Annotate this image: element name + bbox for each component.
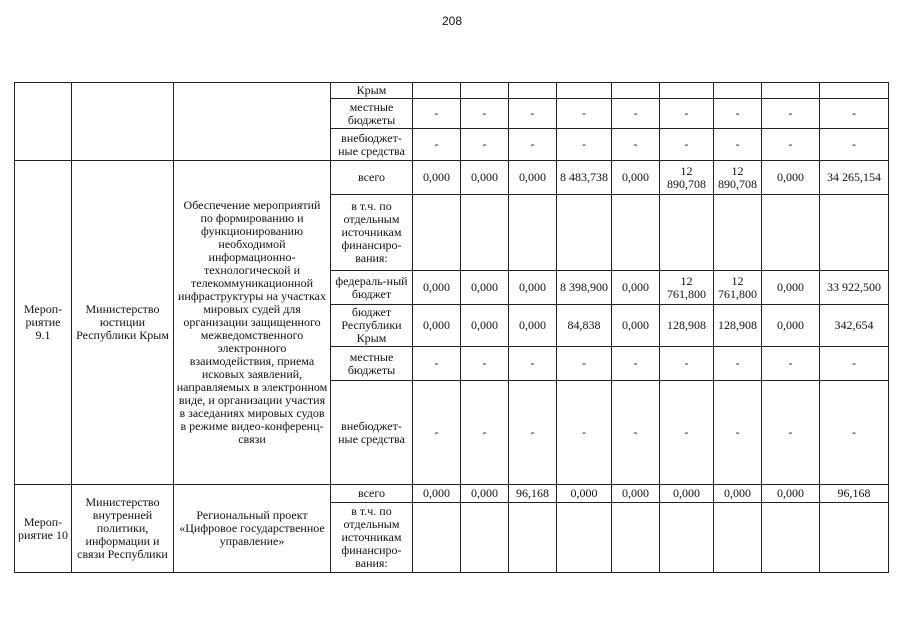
funding-source-cell: федераль-ный бюджет bbox=[331, 271, 413, 305]
amount-cell: - bbox=[660, 381, 714, 485]
amount-cell bbox=[612, 195, 660, 271]
amount-cell: 0,000 bbox=[714, 485, 762, 503]
funding-source-cell: в т.ч. по отдельным источникам финансиро-вания: bbox=[331, 195, 413, 271]
amount-cell bbox=[461, 83, 509, 99]
amount-cell: 0,000 bbox=[461, 161, 509, 195]
amount-cell bbox=[820, 83, 889, 99]
amount-cell: - bbox=[461, 99, 509, 129]
table-row bbox=[15, 161, 889, 195]
amount-cell bbox=[557, 503, 612, 573]
amount-cell: - bbox=[762, 99, 820, 129]
funding-source-cell: внебюджет-ные средства bbox=[331, 381, 413, 485]
amount-cell: - bbox=[660, 347, 714, 381]
amount-cell bbox=[660, 195, 714, 271]
funding-source-cell: местные бюджеты bbox=[331, 99, 413, 129]
amount-cell: - bbox=[820, 381, 889, 485]
amount-cell: 8 483,738 bbox=[557, 161, 612, 195]
amount-cell bbox=[820, 195, 889, 271]
amount-cell bbox=[509, 195, 557, 271]
amount-cell: - bbox=[660, 129, 714, 161]
amount-cell: 0,000 bbox=[413, 485, 461, 503]
amount-cell: - bbox=[714, 347, 762, 381]
amount-cell: - bbox=[714, 129, 762, 161]
amount-cell: - bbox=[557, 99, 612, 129]
amount-cell bbox=[413, 195, 461, 271]
amount-cell: - bbox=[714, 381, 762, 485]
amount-cell: 0,000 bbox=[612, 485, 660, 503]
amount-cell: 0,000 bbox=[461, 305, 509, 347]
executor-cell: Министерство юстиции Республики Крым bbox=[72, 161, 174, 485]
amount-cell: 0,000 bbox=[509, 305, 557, 347]
table-row bbox=[15, 83, 889, 99]
amount-cell bbox=[612, 503, 660, 573]
amount-cell: 0,000 bbox=[413, 305, 461, 347]
amount-cell bbox=[660, 83, 714, 99]
amount-cell bbox=[762, 503, 820, 573]
funding-source-cell: всего bbox=[331, 485, 413, 503]
amount-cell: 342,654 bbox=[820, 305, 889, 347]
amount-cell bbox=[413, 83, 461, 99]
amount-cell: 128,908 bbox=[660, 305, 714, 347]
amount-cell: 0,000 bbox=[612, 271, 660, 305]
funding-source-cell: бюджет Республики Крым bbox=[331, 305, 413, 347]
amount-cell bbox=[461, 195, 509, 271]
amount-cell: - bbox=[714, 99, 762, 129]
amount-cell: 84,838 bbox=[557, 305, 612, 347]
measure-label bbox=[15, 83, 72, 161]
amount-cell: - bbox=[509, 347, 557, 381]
page-number: 208 bbox=[441, 14, 463, 28]
amount-cell: - bbox=[762, 381, 820, 485]
amount-cell bbox=[714, 195, 762, 271]
amount-cell: - bbox=[413, 381, 461, 485]
amount-cell: - bbox=[612, 129, 660, 161]
amount-cell: - bbox=[509, 129, 557, 161]
amount-cell: 0,000 bbox=[762, 161, 820, 195]
description-cell: Обеспечение мероприятий по формированию и функционированию необходимой информационно-технологической и телекоммуникационной инфраструктуры на участках мировых судей для организации защищенного межведомственного электронного взаимодействия, приема исковых заявлений, направляемых в электронном виде, и организации участия в заседаниях мировых судов в режиме видео-конференц-связи bbox=[174, 161, 331, 485]
amount-cell: - bbox=[660, 99, 714, 129]
amount-cell: - bbox=[762, 347, 820, 381]
funding-source-cell: Крым bbox=[331, 83, 413, 99]
amount-cell: - bbox=[820, 99, 889, 129]
amount-cell: - bbox=[413, 347, 461, 381]
amount-cell: 0,000 bbox=[612, 305, 660, 347]
table-body bbox=[15, 83, 889, 573]
amount-cell: - bbox=[820, 347, 889, 381]
amount-cell bbox=[762, 83, 820, 99]
amount-cell: 0,000 bbox=[413, 271, 461, 305]
table-row bbox=[15, 485, 889, 503]
amount-cell: 128,908 bbox=[714, 305, 762, 347]
amount-cell: 12 761,800 bbox=[660, 271, 714, 305]
amount-cell bbox=[762, 195, 820, 271]
amount-cell bbox=[612, 83, 660, 99]
amount-cell: 0,000 bbox=[461, 485, 509, 503]
executor-cell: Министерство внутренней политики, информации и связи Республики bbox=[72, 485, 174, 573]
amount-cell: 96,168 bbox=[820, 485, 889, 503]
amount-cell bbox=[820, 503, 889, 573]
amount-cell: 0,000 bbox=[557, 485, 612, 503]
description-cell: Региональный проект «Цифровое государственное управление» bbox=[174, 485, 331, 573]
amount-cell bbox=[557, 83, 612, 99]
description-cell bbox=[174, 83, 331, 161]
amount-cell bbox=[660, 503, 714, 573]
amount-cell: - bbox=[612, 347, 660, 381]
amount-cell: - bbox=[509, 381, 557, 485]
amount-cell: 0,000 bbox=[612, 161, 660, 195]
amount-cell: 0,000 bbox=[413, 161, 461, 195]
amount-cell: 96,168 bbox=[509, 485, 557, 503]
amount-cell: 0,000 bbox=[762, 485, 820, 503]
amount-cell bbox=[714, 83, 762, 99]
funding-source-cell: внебюджет-ные средства bbox=[331, 129, 413, 161]
amount-cell: - bbox=[461, 347, 509, 381]
executor-cell bbox=[72, 83, 174, 161]
amount-cell: 12 890,708 bbox=[660, 161, 714, 195]
amount-cell: 12 761,800 bbox=[714, 271, 762, 305]
amount-cell: - bbox=[557, 381, 612, 485]
amount-cell bbox=[461, 503, 509, 573]
amount-cell: - bbox=[557, 129, 612, 161]
amount-cell: 33 922,500 bbox=[820, 271, 889, 305]
amount-cell: 0,000 bbox=[509, 161, 557, 195]
amount-cell: 0,000 bbox=[509, 271, 557, 305]
amount-cell: - bbox=[509, 99, 557, 129]
amount-cell: 0,000 bbox=[762, 271, 820, 305]
amount-cell bbox=[714, 503, 762, 573]
amount-cell: 0,000 bbox=[660, 485, 714, 503]
amount-cell: - bbox=[612, 99, 660, 129]
amount-cell: 0,000 bbox=[762, 305, 820, 347]
amount-cell: - bbox=[461, 129, 509, 161]
funding-source-cell: местные бюджеты bbox=[331, 347, 413, 381]
amount-cell: - bbox=[820, 129, 889, 161]
amount-cell: - bbox=[612, 381, 660, 485]
amount-cell: 8 398,900 bbox=[557, 271, 612, 305]
measure-label: Мероп-риятие 10 bbox=[15, 485, 72, 573]
budget-table bbox=[14, 82, 889, 573]
amount-cell bbox=[413, 503, 461, 573]
amount-cell bbox=[509, 503, 557, 573]
amount-cell: - bbox=[413, 99, 461, 129]
amount-cell: - bbox=[461, 381, 509, 485]
amount-cell: - bbox=[413, 129, 461, 161]
measure-label: Мероп-риятие 9.1 bbox=[15, 161, 72, 485]
funding-source-cell: всего bbox=[331, 161, 413, 195]
amount-cell: - bbox=[762, 129, 820, 161]
funding-source-cell: в т.ч. по отдельным источникам финансиро-вания: bbox=[331, 503, 413, 573]
amount-cell: 0,000 bbox=[461, 271, 509, 305]
amount-cell: 12 890,708 bbox=[714, 161, 762, 195]
amount-cell bbox=[557, 195, 612, 271]
amount-cell bbox=[509, 83, 557, 99]
amount-cell: - bbox=[557, 347, 612, 381]
amount-cell: 34 265,154 bbox=[820, 161, 889, 195]
